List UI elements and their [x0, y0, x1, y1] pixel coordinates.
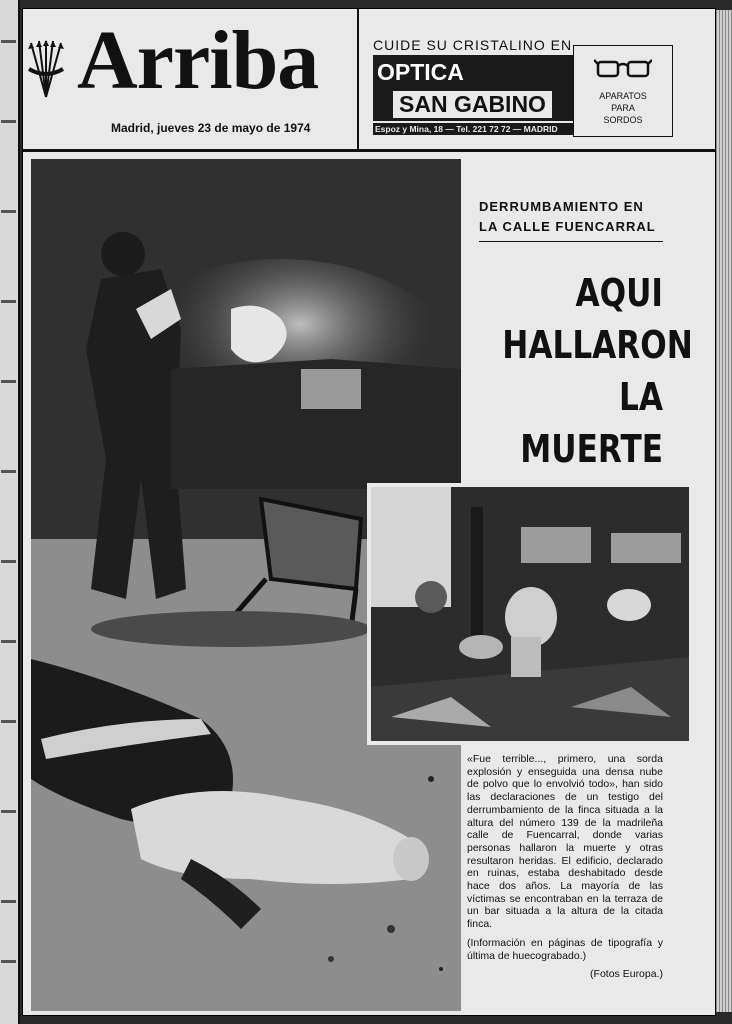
adjacent-page-edge: [0, 0, 20, 1024]
ad-side-line: SORDOS: [603, 115, 643, 125]
headline-line: HALLARON: [502, 323, 693, 367]
optician-advertisement: [359, 9, 715, 149]
ad-side-box: [573, 45, 673, 137]
front-page: [22, 8, 716, 1016]
article-note: (Información en páginas de tipografía y última de huecograbado.): [467, 936, 663, 962]
page-stack-edge: [714, 10, 732, 1012]
headline-line: LA: [619, 375, 663, 419]
photo-credit: (Fotos Europa.): [590, 968, 663, 981]
masthead: [23, 9, 359, 149]
ad-side-text: [574, 90, 672, 126]
article-body: [467, 753, 663, 987]
newspaper-title: Arriba: [77, 14, 319, 107]
article-headline: [502, 267, 693, 475]
ad-side-line: PARA: [611, 103, 635, 113]
article-paragraph: «Fue terrible..., primero, una sorda explosión y enseguida una densa nube de polvo que lo envolvió todo», han sido las declaraciones de un testigo del derrumbamiento de la finca situada a la altura del número 139 de la madrileña calle de Fuencarral, donde varias personas hallaron la muerte y otras resultaron heridas. El edificio, declarado en ruinas, estaba deshabitado desde hace dos años. La mayoría de las víctimas se encontraban en la terraza de un bar situada a la altura de la citada finca.: [467, 753, 663, 931]
ad-brand-line2: SAN GABINO: [393, 91, 552, 118]
ad-side-line: APARATOS: [599, 91, 647, 101]
inset-scene: [371, 487, 689, 741]
masthead-rule: [23, 149, 715, 152]
inset-photograph: [367, 483, 693, 745]
ad-brand-line1: OPTICA: [377, 59, 464, 85]
dateline: Madrid, jueves 23 de mayo de 1974: [111, 121, 311, 135]
ad-address: Espoz y Mina, 18 — Tel. 221 72 72 — MADRID: [373, 123, 573, 135]
article-kicker: DERRUMBAMIENTO EN LA CALLE FUENCARRAL: [479, 197, 663, 242]
headline-line: MUERTE: [520, 427, 663, 471]
ad-tagline: CUIDE SU CRISTALINO EN: [373, 37, 573, 53]
headline-line: AQUI: [575, 271, 663, 315]
eyeglasses-icon: [594, 56, 652, 80]
yoke-and-arrows-icon: [27, 39, 65, 99]
